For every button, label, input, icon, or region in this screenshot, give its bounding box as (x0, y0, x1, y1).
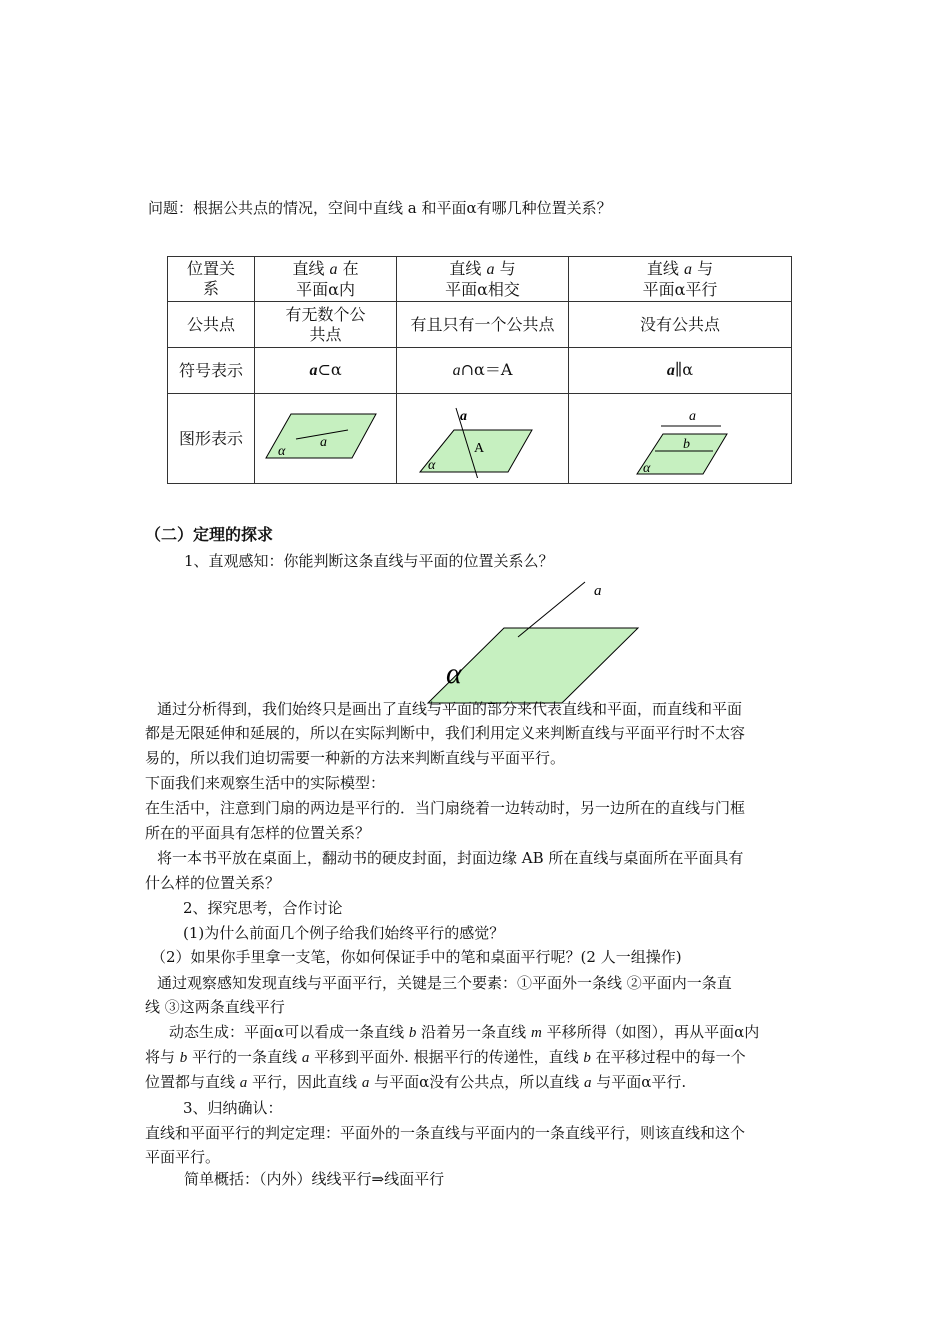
table-header-parallel: 直线 a 与 平面α平行 (569, 257, 792, 302)
paragraph-dynamic-line3: 位置都与直线 a 平行，因此直线 a 与平面α没有公共点，所以直线 a 与平面α平行. (145, 1073, 687, 1091)
diagram-line-in-plane (256, 394, 396, 478)
question-text: 问题：根据公共点的情况，空间中直线 a 和平面α有哪几种位置关系？ (148, 199, 612, 217)
paragraph-elements-line1: 通过观察感知发现直线与平面平行，关键是三个要素：①平面外一条线 ②平面内一条直 (157, 974, 732, 992)
label-plane-alpha: α (277, 444, 285, 459)
table-cell-infinite: 有无数个公共点 (255, 302, 397, 348)
label-line-b: b (683, 437, 690, 452)
table-symbol-parallel: a∥α (569, 348, 792, 394)
figure-line-parallel (569, 394, 792, 484)
paragraph-dynamic-line2: 将与 b 平行的一条直线 a 平移到平面外. 根据平行的传递性，直线 b 在平移过程中的每一个 (145, 1048, 746, 1066)
label-plane-alpha: α (446, 657, 462, 690)
paragraph-elements-line2: 线 ③这两条直线平行 (145, 998, 285, 1016)
diagram-line-parallel (569, 394, 791, 478)
diagram-line-intersect (398, 394, 568, 478)
table-header-relation: 位置关系 (168, 257, 255, 302)
item-1: 1、直观感知：你能判断这条直线与平面的位置关系么？ (184, 552, 554, 570)
paragraph-model-intro: 下面我们来观察生活中的实际模型： (145, 774, 386, 792)
question-1: (1)为什么前面几个例子给我们始终平行的感觉？ (183, 924, 505, 942)
label-point-a: A (473, 441, 484, 456)
paragraph-analysis-line3: 易的，所以我们迫切需要一种新的方法来判断直线与平面平行。 (145, 749, 566, 767)
paragraph-dynamic-line1: 动态生成：平面α可以看成一条直线 b 沿着另一条直线 m 平移所得（如图），再从平面α内 (169, 1023, 760, 1041)
paragraph-analysis-line1: 通过分析得到，我们始终只是画出了直线与平面的部分来代表直线和平面，而直线和平面 (157, 700, 743, 718)
label-line-a: a (594, 583, 602, 599)
section-heading: （二）定理的探求 (145, 525, 274, 544)
paragraph-analysis-line2: 都是无限延伸和延展的，所以在实际判断中，我们利用定义来判断直线与平面平行时不太容 (145, 724, 746, 742)
table-symbol-intersect: a∩α＝A (397, 348, 569, 394)
table-cell-no-point: 没有公共点 (569, 302, 792, 348)
paragraph-book-line2: 什么样的位置关系？ (145, 874, 281, 892)
label-line-a: a (689, 409, 696, 424)
item-2: 2、探究思考，合作讨论 (183, 899, 343, 917)
table-label-common-point: 公共点 (168, 302, 255, 348)
diagram-line-and-plane (420, 575, 660, 707)
table-header-in-plane: 直线 a 在 平面α内 (255, 257, 397, 302)
label-line-a: a (319, 435, 327, 450)
label-plane-alpha: α (427, 458, 435, 473)
label-plane-alpha: α (643, 461, 651, 476)
table-label-symbol: 符号表示 (168, 348, 255, 394)
table-cell-one-point: 有且只有一个公共点 (397, 302, 569, 348)
paragraph-door-line2: 所在的平面具有怎样的位置关系？ (145, 824, 371, 842)
paragraph-door-line1: 在生活中，注意到门扇的两边是平行的．当门扇绕着一边转动时，另一边所在的直线与门框 (145, 799, 746, 817)
table-header-intersect: 直线 a 与 平面α相交 (397, 257, 569, 302)
position-relation-table (167, 256, 792, 484)
question-2: （2）如果你手里拿一支笔，你如何保证手中的笔和桌面平行呢？(2 人一组操作) (151, 948, 682, 966)
theorem-line1: 直线和平面平行的判定定理：平面外的一条直线与平面内的一条直线平行，则该直线和这个 (145, 1124, 746, 1142)
summary-line: 简单概括：（内外）线线平行⇒线面平行 (184, 1170, 445, 1188)
table-label-figure: 图形表示 (168, 394, 255, 484)
theorem-line2: 平面平行。 (145, 1148, 221, 1166)
label-line-a: a (459, 409, 467, 424)
table-symbol-subset: a⊂α (255, 348, 397, 394)
figure-line-intersect (397, 394, 569, 484)
item-3: 3、归纳确认： (183, 1099, 283, 1117)
paragraph-book-line1: 将一本书平放在桌面上，翻动书的硬皮封面，封面边缘 AB 所在直线与桌面所在平面具有 (157, 849, 744, 867)
figure-line-in-plane (255, 394, 397, 484)
